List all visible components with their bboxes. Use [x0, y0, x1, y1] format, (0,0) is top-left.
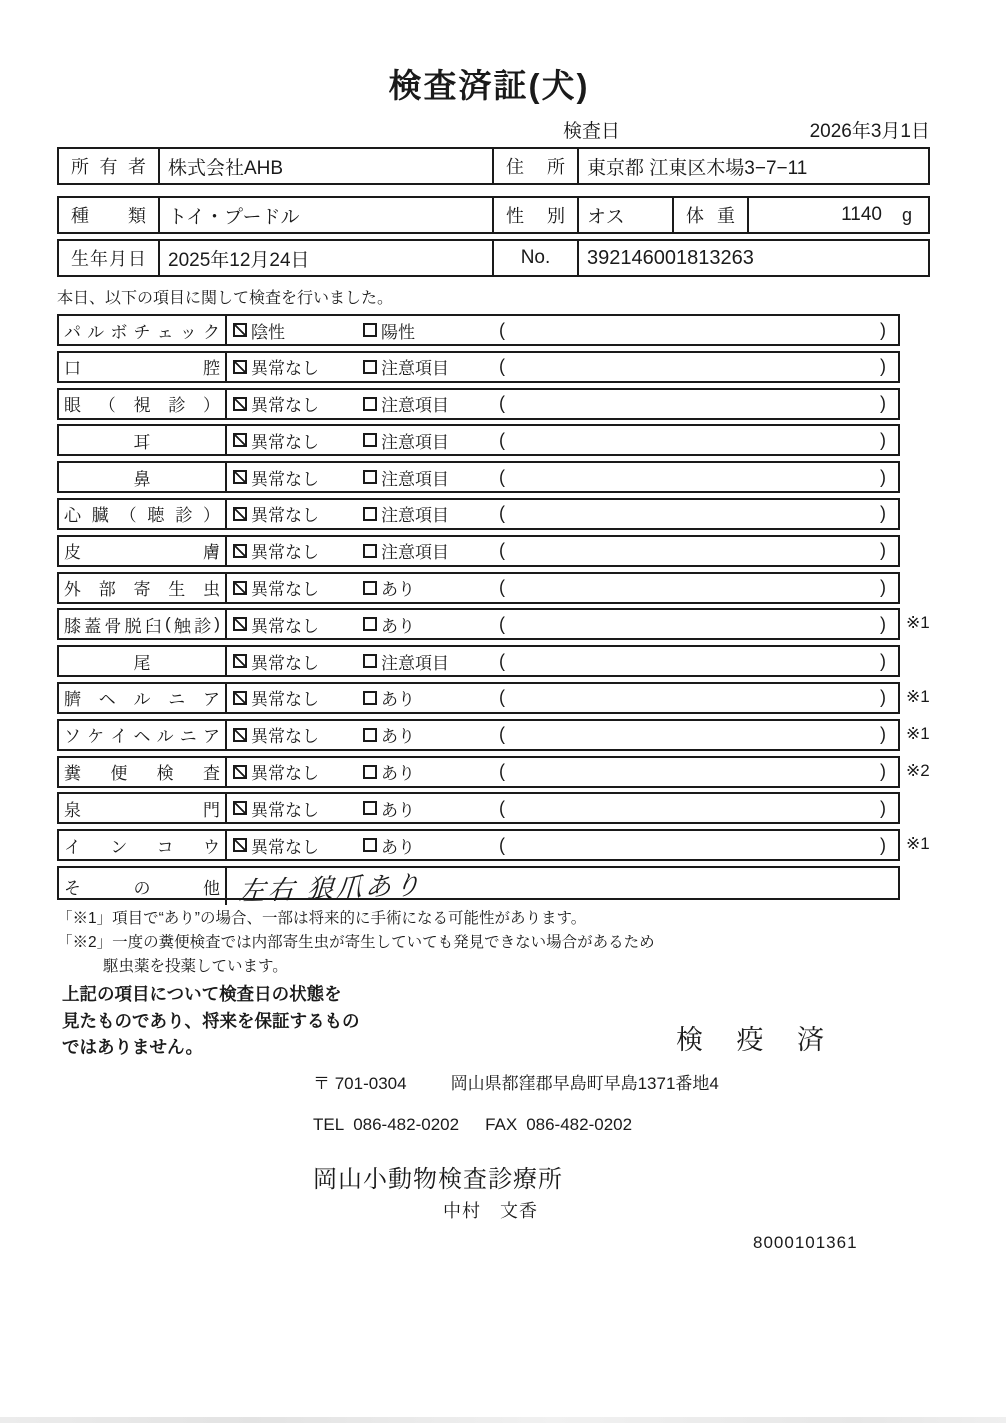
exam-item-label: 泉 門 [59, 794, 227, 822]
result-option-2 [363, 465, 499, 490]
exam-item-result [227, 610, 898, 638]
checkbox-checked-icon [233, 617, 247, 631]
remarks-close-paren: ) [880, 613, 886, 634]
address-value: 東京都 江東区木場3−7−11 [587, 157, 808, 179]
footnote-marker: ※1 [906, 613, 930, 633]
option-2-label: あり [381, 727, 415, 747]
address-label: 住 所 [494, 149, 579, 183]
weight-unit: g [901, 204, 912, 225]
footnote-2-continued: 駆虫薬を投薬しています。 [103, 958, 288, 975]
exam-item-label: パ ル ボ チ ェ ッ ク [59, 316, 227, 344]
checkbox-empty-icon [363, 507, 377, 521]
result-option-2 [363, 833, 499, 858]
footnote-marker: ※1 [906, 686, 930, 706]
intro-text: 本日、以下の項目に関して検査を行いました。 [57, 290, 394, 307]
result-option-1 [233, 538, 363, 563]
clinic-tel [313, 1115, 459, 1135]
exam-item-label: イ ン コ ウ [59, 831, 227, 859]
exam-item-result [227, 316, 898, 344]
result-option-1 [233, 465, 363, 490]
clinic-contact-line [313, 1115, 632, 1135]
disclaimer-line-3: ではありません。 [62, 1037, 204, 1057]
checkbox-empty-icon [363, 801, 377, 815]
footnote-marker: ※1 [906, 723, 930, 743]
result-option-2 [363, 685, 499, 710]
option-1-label: 異常なし [251, 432, 319, 452]
remarks-open-paren: ( [499, 650, 505, 671]
exam-item-result [227, 758, 898, 786]
no-value: 392146001813263 [587, 246, 754, 269]
examiner-name: 中村 文香 [443, 1201, 538, 1221]
result-option-1 [233, 685, 363, 710]
checkbox-checked-icon [233, 801, 247, 815]
option-1-label: 異常なし [251, 396, 319, 416]
checklist-row-external-parasites [57, 572, 900, 604]
remarks-close-paren: ) [880, 503, 886, 524]
owner-table [57, 147, 930, 185]
remarks-close-paren: ) [880, 540, 886, 561]
clinic-name: 岡山小動物検査診療所 [313, 1166, 563, 1193]
checkbox-empty-icon [363, 323, 377, 337]
disclaimer-line-2: 見たものであり、将来を保証するもの [62, 1010, 360, 1031]
checkbox-checked-icon [233, 470, 247, 484]
checkbox-empty-icon [363, 360, 377, 374]
remarks-close-paren: ) [880, 797, 886, 818]
remarks-close-paren: ) [880, 429, 886, 450]
remarks-open-paren: ( [499, 503, 505, 524]
remarks-close-paren: ) [880, 761, 886, 782]
checklist-row-mouth [57, 351, 900, 383]
remarks-close-paren: ) [880, 393, 886, 414]
checklist-row-fecal-exam [57, 756, 930, 788]
exam-item-result [227, 794, 898, 822]
result-option-2 [363, 391, 499, 416]
footnotes [57, 907, 655, 979]
result-option-2 [363, 354, 499, 379]
weight-value: 1140 [841, 204, 882, 225]
remarks-open-paren: ( [499, 613, 505, 634]
result-option-2 [363, 796, 499, 821]
option-2-label: あり [381, 837, 415, 857]
footnote-2: 「※2」一度の糞便検査では内部寄生虫が寄生していても発見できない場合があるため [57, 934, 655, 951]
exam-item-result [227, 831, 898, 859]
checkbox-empty-icon [363, 654, 377, 668]
remarks-open-paren: ( [499, 466, 505, 487]
exam-item-result [227, 426, 898, 454]
exam-item-result [227, 684, 898, 712]
result-option-2 [363, 501, 499, 526]
tel-label: TEL [313, 1115, 345, 1134]
breed-value: トイ・プードル [160, 198, 494, 232]
option-1-label: 異常なし [251, 837, 319, 857]
checklist-row-eyes [57, 388, 900, 420]
result-option-1 [233, 833, 363, 858]
option-1-label: 異常なし [251, 359, 319, 379]
checklist-row-parvo [57, 314, 900, 346]
remarks-open-paren: ( [499, 724, 505, 745]
result-option-1 [233, 649, 363, 674]
remarks-close-paren: ) [880, 724, 886, 745]
checklist-row-other [57, 866, 900, 907]
handwritten-note: 左右 狼爪あり [237, 869, 425, 907]
option-2-label: 注意項目 [381, 396, 449, 416]
option-2-label: 注意項目 [381, 543, 449, 563]
checklist-row-heart [57, 498, 900, 530]
remarks-open-paren: ( [499, 319, 505, 340]
checklist-row-inguinal-hernia [57, 719, 930, 751]
document-number: 8000101361 [753, 1233, 858, 1252]
owner-value: 株式会社AHB [160, 149, 494, 183]
animal-table-row1 [57, 196, 930, 234]
exam-item-result [227, 390, 898, 418]
option-2-label: 注意項目 [381, 653, 449, 673]
result-option-1 [233, 428, 363, 453]
exam-item-label: 皮 膚 [59, 537, 227, 565]
option-2-label: あり [381, 800, 415, 820]
checkbox-checked-icon [233, 544, 247, 558]
result-option-2 [363, 759, 499, 784]
clinic-address: 岡山県都窪郡早島町早島1371番地4 [450, 1074, 719, 1093]
checklist-row-inkou [57, 829, 930, 861]
exam-date-row [563, 116, 930, 143]
checkbox-checked-icon [233, 433, 247, 447]
option-1-label: 異常なし [251, 469, 319, 489]
exam-item-label: 耳 [59, 426, 227, 454]
result-option-2 [363, 722, 499, 747]
checkbox-empty-icon [363, 691, 377, 705]
scan-edge-artifact [0, 1417, 1006, 1423]
result-option-1 [233, 722, 363, 747]
option-1-label: 異常なし [251, 690, 319, 710]
exam-item-label: 鼻 [59, 463, 227, 491]
remarks-open-paren: ( [499, 797, 505, 818]
disclaimer [62, 981, 360, 1061]
exam-item-label: そ の 他 [59, 868, 227, 905]
exam-item-result [227, 868, 898, 905]
result-option-1 [233, 612, 363, 637]
footnote-marker: ※1 [906, 834, 930, 854]
option-1-label: 異常なし [251, 580, 319, 600]
result-option-1 [233, 796, 363, 821]
checkbox-checked-icon [233, 654, 247, 668]
remarks-close-paren: ) [880, 319, 886, 340]
exam-item-label: 心 臓 （ 聴 診 ） [59, 500, 227, 528]
clinic-address-line [313, 1069, 719, 1094]
result-option-2 [363, 318, 499, 343]
option-2-label: あり [381, 690, 415, 710]
exam-date-label: 検査日 [563, 121, 621, 142]
weight-label: 体 重 [674, 198, 749, 232]
exam-item-result [227, 353, 898, 381]
checklist-row-tail [57, 645, 900, 677]
remarks-open-paren: ( [499, 577, 505, 598]
checkbox-empty-icon [363, 728, 377, 742]
owner-label: 所 有 者 [59, 149, 160, 183]
option-1-label: 陰性 [251, 322, 285, 342]
quarantine-stamp: 検 疫 済 [676, 1025, 838, 1055]
checklist-row-fontanelle [57, 792, 900, 824]
option-2-label: 注意項目 [381, 359, 449, 379]
checkbox-checked-icon [233, 581, 247, 595]
result-option-1 [233, 318, 363, 343]
sex-value: オス [579, 198, 674, 232]
sex-label: 性 別 [494, 198, 579, 232]
option-1-label: 異常なし [251, 616, 319, 636]
checklist-row-skin [57, 535, 900, 567]
footnote-1: 「※1」項目で“あり”の場合、一部は将来的に手術になる可能性があります。 [57, 910, 587, 927]
checkbox-empty-icon [363, 617, 377, 631]
disclaimer-line-1: 上記の項目について検査日の状態を [62, 984, 342, 1004]
checkbox-empty-icon [363, 838, 377, 852]
exam-item-label: ソ ケ イ ヘ ル ニ ア [59, 721, 227, 749]
clinic-fax [485, 1115, 632, 1135]
page-title: 検査済証(犬) [388, 67, 590, 104]
exam-item-label: 眼 （ 視 診 ） [59, 390, 227, 418]
tel-number: 086-482-0202 [353, 1115, 460, 1134]
remarks-close-paren: ) [880, 577, 886, 598]
exam-item-label: 外 部 寄 生 虫 [59, 574, 227, 602]
checkbox-checked-icon [233, 728, 247, 742]
exam-item-result [227, 647, 898, 675]
remarks-open-paren: ( [499, 393, 505, 414]
option-2-label: あり [381, 580, 415, 600]
checkbox-checked-icon [233, 323, 247, 337]
checkbox-empty-icon [363, 765, 377, 779]
result-option-2 [363, 428, 499, 453]
checkbox-checked-icon [233, 765, 247, 779]
checklist-row-umbilical-hernia [57, 682, 930, 714]
result-option-2 [363, 575, 499, 600]
option-1-label: 異常なし [251, 800, 319, 820]
remarks-close-paren: ) [880, 650, 886, 671]
exam-item-label: 口 腔 [59, 353, 227, 381]
remarks-close-paren: ) [880, 356, 886, 377]
birth-value: 2025年12月24日 [160, 241, 494, 275]
option-1-label: 異常なし [251, 506, 319, 526]
result-option-2 [363, 649, 499, 674]
checkbox-empty-icon [363, 544, 377, 558]
fax-label: FAX [485, 1115, 518, 1134]
exam-item-label: 尾 [59, 647, 227, 675]
option-2-label: 陽性 [381, 322, 415, 342]
option-2-label: 注意項目 [381, 469, 449, 489]
checkbox-empty-icon [363, 397, 377, 411]
checkbox-checked-icon [233, 838, 247, 852]
option-1-label: 異常なし [251, 543, 319, 563]
option-2-label: あり [381, 616, 415, 636]
exam-item-result [227, 574, 898, 602]
checklist-row-patella [57, 608, 930, 640]
result-option-2 [363, 612, 499, 637]
result-option-1 [233, 759, 363, 784]
exam-checklist [57, 314, 930, 907]
remarks-open-paren: ( [499, 687, 505, 708]
exam-item-result [227, 500, 898, 528]
remarks-close-paren: ) [880, 687, 886, 708]
checkbox-empty-icon [363, 581, 377, 595]
result-option-2 [363, 538, 499, 563]
birth-label: 生 年 月 日 [59, 241, 160, 275]
exam-item-label: 糞 便 検 査 [59, 758, 227, 786]
result-option-1 [233, 501, 363, 526]
exam-item-result [227, 537, 898, 565]
checklist-row-ears [57, 424, 900, 456]
option-2-label: 注意項目 [381, 506, 449, 526]
breed-label: 種 類 [59, 198, 160, 232]
checkbox-empty-icon [363, 470, 377, 484]
exam-item-result [227, 463, 898, 491]
option-1-label: 異常なし [251, 653, 319, 673]
remarks-open-paren: ( [499, 834, 505, 855]
exam-item-label: 膝 蓋 骨 脱 臼 ( 触 診 ) [59, 610, 227, 638]
weight-value-cell [749, 198, 928, 232]
option-2-label: 注意項目 [381, 432, 449, 452]
exam-date-value: 2026年3月1日 [809, 121, 930, 142]
checkbox-checked-icon [233, 507, 247, 521]
option-2-label: あり [381, 764, 415, 784]
exam-item-result [227, 721, 898, 749]
no-label: No. [494, 241, 579, 275]
clinic-postal-code: 〒 701-0304 [313, 1074, 407, 1093]
result-option-1 [233, 575, 363, 600]
option-1-label: 異常なし [251, 764, 319, 784]
exam-item-label: 臍 ヘ ル ニ ア [59, 684, 227, 712]
footnote-marker: ※2 [906, 760, 930, 780]
remarks-close-paren: ) [880, 466, 886, 487]
fax-number: 086-482-0202 [526, 1115, 633, 1134]
checkbox-checked-icon [233, 397, 247, 411]
option-1-label: 異常なし [251, 727, 319, 747]
remarks-open-paren: ( [499, 761, 505, 782]
remarks-open-paren: ( [499, 540, 505, 561]
checkbox-empty-icon [363, 433, 377, 447]
remarks-open-paren: ( [499, 356, 505, 377]
remarks-close-paren: ) [880, 834, 886, 855]
checkbox-checked-icon [233, 691, 247, 705]
checkbox-checked-icon [233, 360, 247, 374]
result-option-1 [233, 354, 363, 379]
result-option-1 [233, 391, 363, 416]
remarks-open-paren: ( [499, 429, 505, 450]
animal-table-row2 [57, 239, 930, 277]
checklist-row-nose [57, 461, 900, 493]
